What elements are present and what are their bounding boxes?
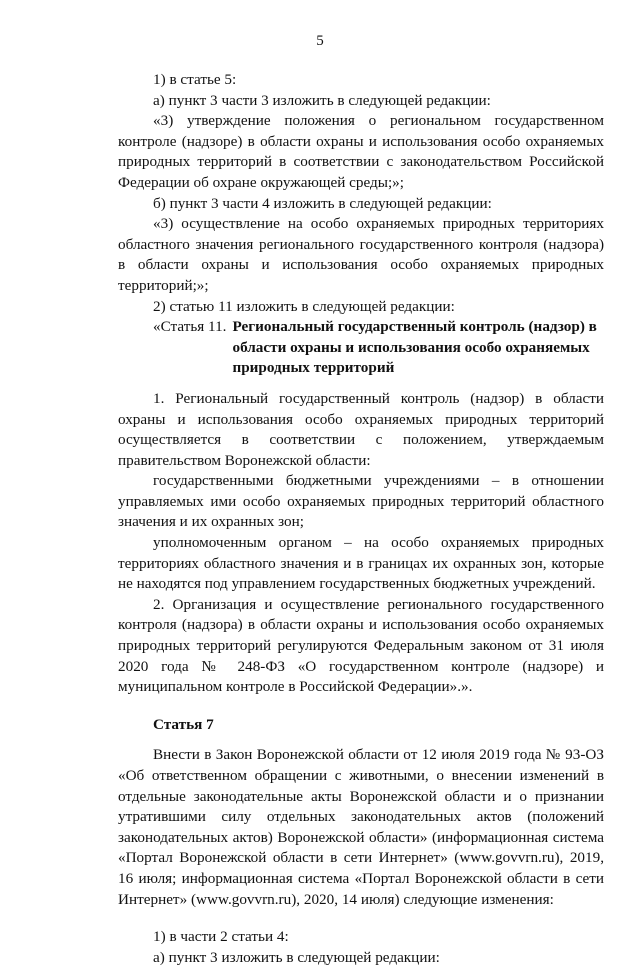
article-11-title: Региональный государственный контроль (надзор) в области охраны и использования особо охраняемых природных территорий [232,318,597,377]
quoted-text: «3) осуществление на особо охраняемых природных территориях областного значения регионального государственного контроля (надзора) в области охраны и использования особо охраняемых природных территорий;»; [118,215,604,294]
quoted-text: «3) утверждение положения о региональном государственном контроле (надзоре) в области охраны и использования особо охраняемых природных территорий в соответствии с законодательством Российской Федерации об охране окружающей среды;»; [118,112,604,191]
article-11-heading [118,317,604,379]
amendment-item: 1) в части 2 статьи 4: [153,928,289,946]
amendment-item: 1) в статье 5: [153,71,237,88]
article-11-paragraph: 2. Организация и осуществление регионального государственного контроля (надзора) в области охраны и использования особо охраняемых природных территорий регулируются Федеральным законом от 31 июля 2020 года № 248-ФЗ «О государственном контроле (надзоре) и муниципальном контроле в Российской Федерации».». [118,595,604,696]
page-number: 5 [316,33,324,49]
amendment-item: 2) статью 11 изложить в следующей редакции: [153,297,455,315]
article-11-paragraph: 1. Региональный государственный контроль (надзор) в области охраны и использования особо охраняемых природных территорий осуществляется в соответствии с положением, утверждаемым правительством Воронежской области: [118,389,604,469]
amendment-subitem: а) пункт 3 изложить в следующей редакции: [153,948,440,966]
article-7-heading: Статья 7 [153,715,214,733]
document-body [118,70,604,968]
article-7-text: Внести в Закон Воронежской области от 12 июля 2019 года № 93-ОЗ «Об ответственном обращении с животными, о внесении изменений в отдельные законодательные акты Воронежской области и о признании утратившими силу отдельных законодательных актов (положений законодательных актов) Воронежской области» (информационная система «Портал Воронежской области в сети Интернет» (www.govvrn.ru), 2019, 16 июля; информационная система «Портал Воронежской области в сети Интернет» (www.govvrn.ru), 2020, 14 июля) следующие изменения: [118,746,604,908]
article-11-paragraph: государственными бюджетными учреждениями – в отношении управляемых ими особо охраняемых природных территорий областного значения и их охранных зон; [118,472,604,531]
article-11-paragraph: уполномоченным органом – на особо охраняемых природных территориях областного значения и в границах их охранных зон, которые не находятся под управлением государственных бюджетных учреждений. [118,534,604,593]
amendment-subitem: а) пункт 3 части 3 изложить в следующей редакции: [153,91,491,109]
article-11-label: «Статья 11. [153,318,227,336]
amendment-subitem: б) пункт 3 части 4 изложить в следующей редакции: [153,194,492,212]
